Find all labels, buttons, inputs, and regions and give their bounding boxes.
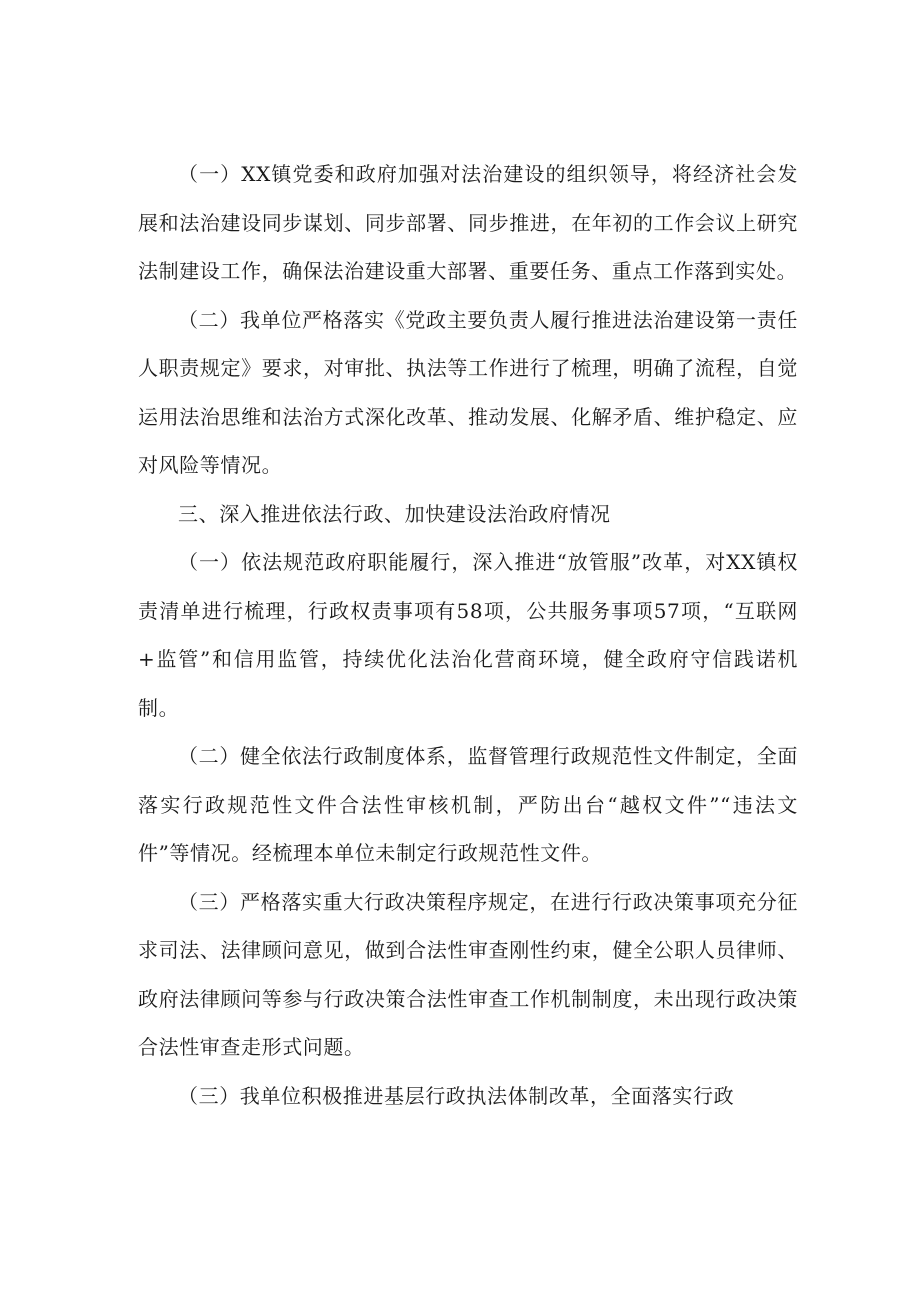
paragraph-major-decisions: （三）严格落实重大行政决策程序规定，在进行行政决策事项充分征求司法、法律顾问意见，做到合法性审查刚性约束，健全公职人员律师、政府法律顾问等参与行政决策合法性审查工作机制制度，未出现行政决策合法性审查走形式问题。 bbox=[138, 889, 798, 1059]
paragraph-law-enforcement-reform: （三）我单位积极推进基层行政执法体制改革，全面落实行政 bbox=[178, 1083, 735, 1108]
document-body bbox=[138, 150, 798, 1120]
section-heading-three: 三、深入推进依法行政、加快建设法治政府情况 bbox=[178, 501, 611, 526]
paragraph-normative-documents: （二）健全依法行政制度体系，监督管理行政规范性文件制定，全面落实行政规范性文件合法性审核机制，严防出台“越权文件”“违法文件”等情况。经梳理本单位未制定行政规范性文件。 bbox=[138, 744, 798, 865]
paragraph-responsibility-rules: （二）我单位严格落实《党政主要负责人履行推进法治建设第一责任人职责规定》要求，对审批、执法等工作进行了梳理，明确了流程，自觉运用法治思维和法治方式深化改革、推动发展、化解矛盾、维护稳定、应对风险等情况。 bbox=[138, 307, 798, 477]
paragraph-party-leadership: （一）XX镇党委和政府加强对法治建设的组织领导，将经济社会发展和法治建设同步谋划、同步部署、同步推进，在年初的工作会议上研究法制建设工作，确保法治建设重大部署、重要任务、重点工作落到实处。 bbox=[138, 162, 798, 283]
paragraph-government-functions: （一）依法规范政府职能履行，深入推进“放管服”改革，对XX镇权责清单进行梳理，行政权责事项有58项，公共服务事项57项，“互联网+监管”和信用监管，持续优化法治化营商环境，健全政府守信践诺机制。 bbox=[138, 550, 798, 720]
